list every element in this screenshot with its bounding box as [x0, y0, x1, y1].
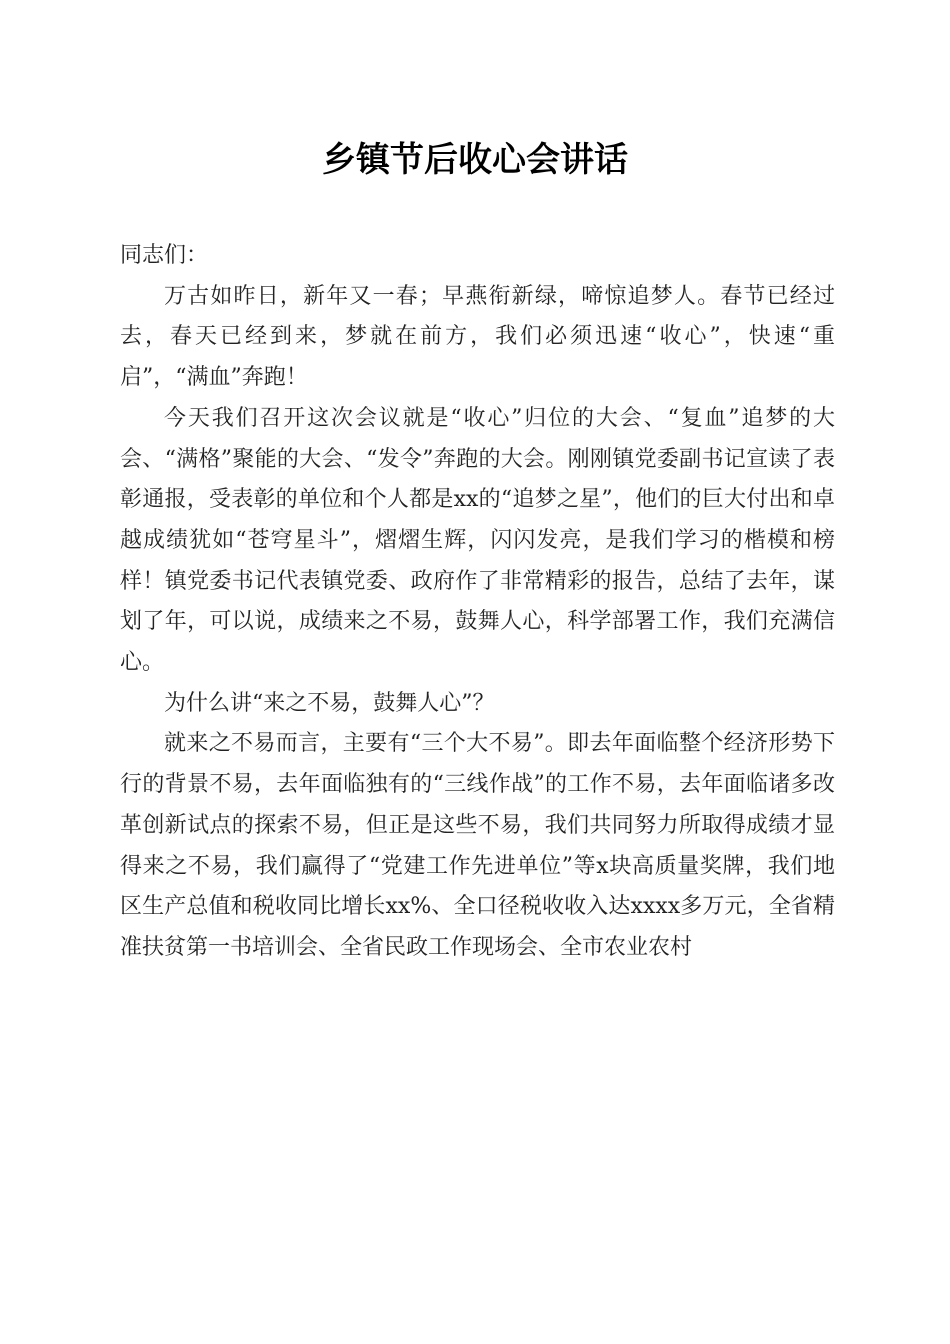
paragraph-meeting-purpose: 今天我们召开这次会议就是“收心”归位的大会、“复血”追梦的大会、“满格”聚能的大会、“发令”奔跑的大会。刚刚镇党委副书记宣读了表彰通报，受表彰的单位和个人都是xx的“追梦之星”，他们的巨大付出和卓越成绩犹如“苍穹星斗”，熠熠生辉，闪闪发亮，是我们学习的楷模和榜样！镇党委书记代表镇党委、政府作了非常精彩的报告，总结了去年，谋划了年，可以说，成绩来之不易，鼓舞人心，科学部署工作，我们充满信心。 — [120, 405, 835, 676]
paragraph-question: 为什么讲“来之不易，鼓舞人心”？ — [164, 690, 495, 716]
document-title: 乡镇节后收心会讲话 — [322, 140, 628, 180]
salutation: 同志们： — [120, 243, 209, 268]
paragraph-achievements: 就来之不易而言，主要有“三个大不易”。即去年面临整个经济形势下行的背景不易，去年面临独有的“三线作战”的工作不易，去年面临诸多改革创新试点的探索不易，但正是这些不易，我们共同努力所取得成绩才显得来之不易，我们赢得了“党建工作先进单位”等x块高质量奖牌，我们地区生产总值和税收同比增长xx%、全口径税收收入达xxxx多万元，全省精准扶贫第一书培训会、全省民政工作现场会、全市农业农村 — [120, 731, 835, 960]
paragraph-opening: 万古如昨日，新年又一春；早燕衔新绿，啼惊追梦人。春节已经过去，春天已经到来，梦就在前方，我们必须迅速“收心”，快速“重启”，“满血”奔跑！ — [120, 283, 835, 391]
document-body — [120, 236, 835, 969]
